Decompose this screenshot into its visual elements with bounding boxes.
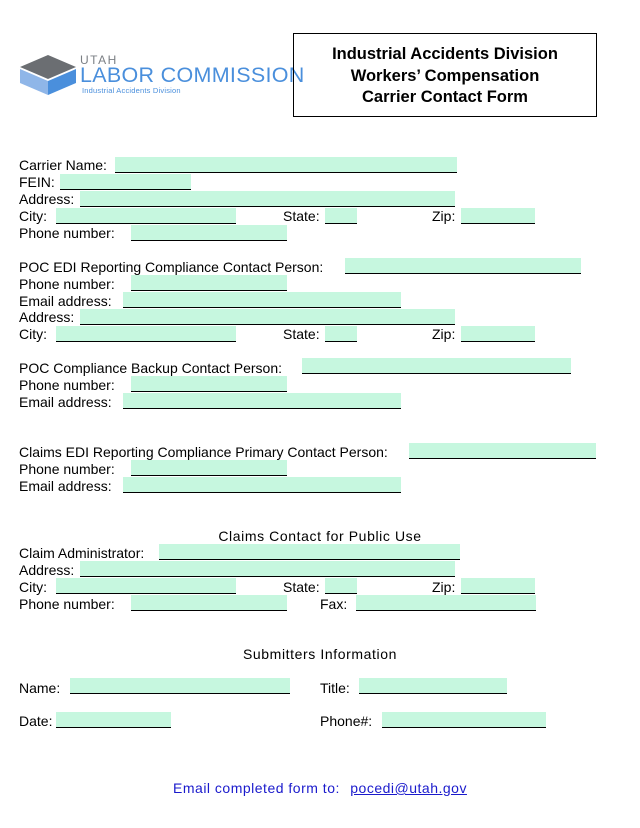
submitter-date-field[interactable]	[56, 712, 171, 728]
form-title-box	[293, 33, 597, 117]
fein-field[interactable]	[60, 174, 191, 190]
claims-edi-email-label: Email address:	[19, 478, 112, 494]
logo-name: LABOR COMMISSION	[80, 63, 305, 87]
claims-edi-person-label: Claims EDI Reporting Compliance Primary Contact Person:	[19, 444, 388, 460]
poc-edi-address-field[interactable]	[80, 309, 455, 325]
claims-edi-person-field[interactable]	[409, 443, 596, 459]
carrier-name-field[interactable]	[115, 157, 457, 173]
carrier-city-field[interactable]	[56, 208, 236, 224]
submitter-title-field[interactable]	[359, 678, 507, 694]
poc-edi-zip-field[interactable]	[461, 326, 535, 342]
public-contact-heading: Claims Contact for Public Use	[218, 528, 422, 544]
public-fax-label: Fax:	[320, 596, 348, 612]
public-zip-field[interactable]	[461, 578, 535, 594]
poc-edi-city-field[interactable]	[56, 326, 236, 342]
carrier-state-field[interactable]	[325, 208, 357, 224]
poc-edi-person-label: POC EDI Reporting Compliance Contact Person:	[19, 259, 324, 275]
carrier-state-label: State:	[283, 208, 320, 224]
poc-edi-person-field[interactable]	[345, 258, 581, 274]
public-address-label: Address:	[19, 562, 75, 578]
carrier-zip-label: Zip:	[432, 208, 456, 224]
poc-edi-state-label: State:	[283, 326, 320, 342]
poc-backup-email-label: Email address:	[19, 394, 112, 410]
logo-state: UTAH	[80, 53, 118, 67]
claim-admin-label: Claim Administrator:	[19, 545, 145, 561]
carrier-phone-field[interactable]	[131, 225, 287, 241]
poc-edi-zip-label: Zip:	[432, 326, 456, 342]
poc-edi-address-label: Address:	[19, 309, 75, 325]
carrier-phone-label: Phone number:	[19, 225, 115, 241]
footer-email-link[interactable]: pocedi@utah.gov	[350, 780, 467, 796]
public-city-field[interactable]	[56, 578, 236, 594]
submitter-name-field[interactable]	[70, 678, 290, 694]
claims-edi-phone-field[interactable]	[131, 460, 287, 476]
poc-edi-phone-label: Phone number:	[19, 276, 115, 292]
public-state-label: State:	[283, 579, 320, 595]
fein-label: FEIN:	[19, 174, 55, 190]
poc-edi-phone-field[interactable]	[131, 275, 287, 291]
public-city-label: City:	[19, 579, 47, 595]
footer-instruction	[0, 780, 640, 796]
poc-backup-phone-field[interactable]	[131, 376, 287, 392]
public-state-field[interactable]	[325, 578, 357, 594]
title-line-2: Workers’ Compensation	[350, 66, 540, 85]
public-fax-field[interactable]	[356, 595, 536, 611]
poc-edi-state-field[interactable]	[325, 326, 357, 342]
submitter-date-label: Date:	[19, 713, 53, 729]
submitter-title-label: Title:	[320, 680, 350, 696]
logo-emblem-icon	[20, 55, 78, 97]
poc-backup-phone-label: Phone number:	[19, 377, 115, 393]
carrier-city-label: City:	[19, 208, 47, 224]
carrier-address-field[interactable]	[80, 191, 455, 207]
poc-backup-email-field[interactable]	[123, 393, 401, 409]
public-phone-field[interactable]	[131, 595, 287, 611]
carrier-address-label: Address:	[19, 191, 75, 207]
title-line-1: Industrial Accidents Division	[332, 45, 558, 63]
title-line-3: Carrier Contact Form	[362, 88, 528, 106]
poc-edi-email-label: Email address:	[19, 293, 112, 309]
submitter-phone-label: Phone#:	[320, 713, 373, 729]
submitter-phone-field[interactable]	[382, 712, 546, 728]
carrier-name-label: Carrier Name:	[19, 157, 107, 173]
claims-edi-email-field[interactable]	[123, 477, 401, 493]
submitter-heading: Submitters Information	[242, 646, 398, 662]
public-zip-label: Zip:	[432, 579, 456, 595]
poc-edi-city-label: City:	[19, 326, 47, 342]
submitter-name-label: Name:	[19, 680, 61, 696]
poc-edi-email-field[interactable]	[123, 292, 401, 308]
logo-division: Industrial Accidents Division	[82, 86, 181, 95]
claim-admin-field[interactable]	[159, 544, 460, 560]
public-address-field[interactable]	[80, 561, 455, 577]
public-phone-label: Phone number:	[19, 596, 115, 612]
poc-backup-person-field[interactable]	[302, 358, 571, 374]
claims-edi-phone-label: Phone number:	[19, 461, 115, 477]
footer-text: Email completed form to:	[173, 780, 340, 796]
carrier-zip-field[interactable]	[461, 208, 535, 224]
poc-backup-person-label: POC Compliance Backup Contact Person:	[19, 360, 283, 376]
